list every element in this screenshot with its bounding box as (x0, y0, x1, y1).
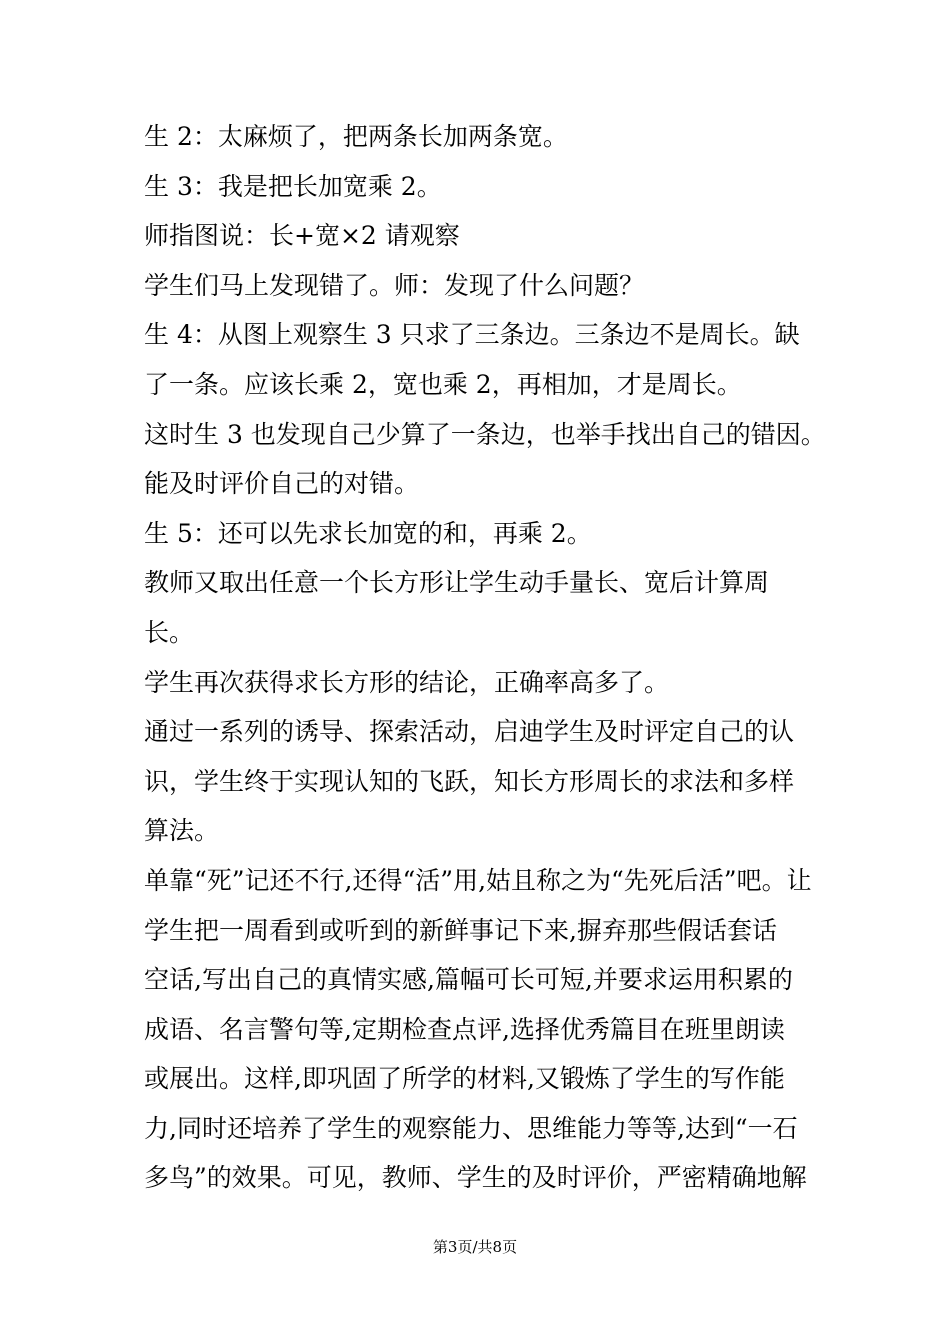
text-line: 算法。 (144, 816, 220, 846)
text-line: 了一条。应该长乘 2，宽也乘 2，再相加，才是周长。 (144, 369, 742, 399)
page-number-footer: 第3页/共8页 (432, 1238, 518, 1256)
text-line: 能及时评价自己的对错。 (144, 469, 420, 499)
text-line: 这时生 3 也发现自己少算了一条边，也举手找出自己的错因。 (144, 419, 826, 449)
text-line: 长。 (144, 617, 195, 647)
text-line: 成语、名言警句等,定期检查点评,选择优秀篇目在班里朗读 (144, 1014, 785, 1044)
text-line: 单靠“死”记还不行,还得“活”用,姑且称之为“先死后活”吧。让 (144, 865, 812, 895)
text-line: 生 4：从图上观察生 3 只求了三条边。三条边不是周长。缺 (144, 320, 800, 350)
text-line: 通过一系列的诱导、探索活动，启迪学生及时评定自己的认 (144, 717, 795, 747)
text-line: 学生再次获得求长方形的结论，正确率高多了。 (144, 667, 670, 697)
text-line: 空话,写出自己的真情实感,篇幅可长可短,并要求运用积累的 (144, 965, 793, 995)
text-line: 师指图说：长+宽×2 请观察 (144, 221, 460, 251)
text-line: 生 5：还可以先求长加宽的和，再乘 2。 (144, 518, 592, 548)
text-line: 教师又取出任意一个长方形让学生动手量长、宽后计算周 (144, 568, 770, 598)
document-body (144, 112, 826, 1203)
text-line: 多鸟”的效果。可见，教师、学生的及时评价，严密精确地解 (144, 1163, 807, 1193)
text-line: 学生们马上发现错了。师：发现了什么问题？ (144, 270, 645, 300)
text-line: 生 2：太麻烦了，把两条长加两条宽。 (144, 122, 568, 151)
text-line: 学生把一周看到或听到的新鲜事记下来,摒弃那些假话套话 (144, 915, 777, 945)
text-line: 力,同时还培养了学生的观察能力、思维能力等等,达到“一石 (144, 1113, 798, 1143)
text-line: 识，学生终于实现认知的飞跃，知长方形周长的求法和多样 (144, 766, 795, 796)
text-line: 生 3：我是把长加宽乘 2。 (144, 171, 442, 201)
text-line: 或展出。这样,即巩固了所学的材料,又锻炼了学生的写作能 (144, 1064, 785, 1094)
